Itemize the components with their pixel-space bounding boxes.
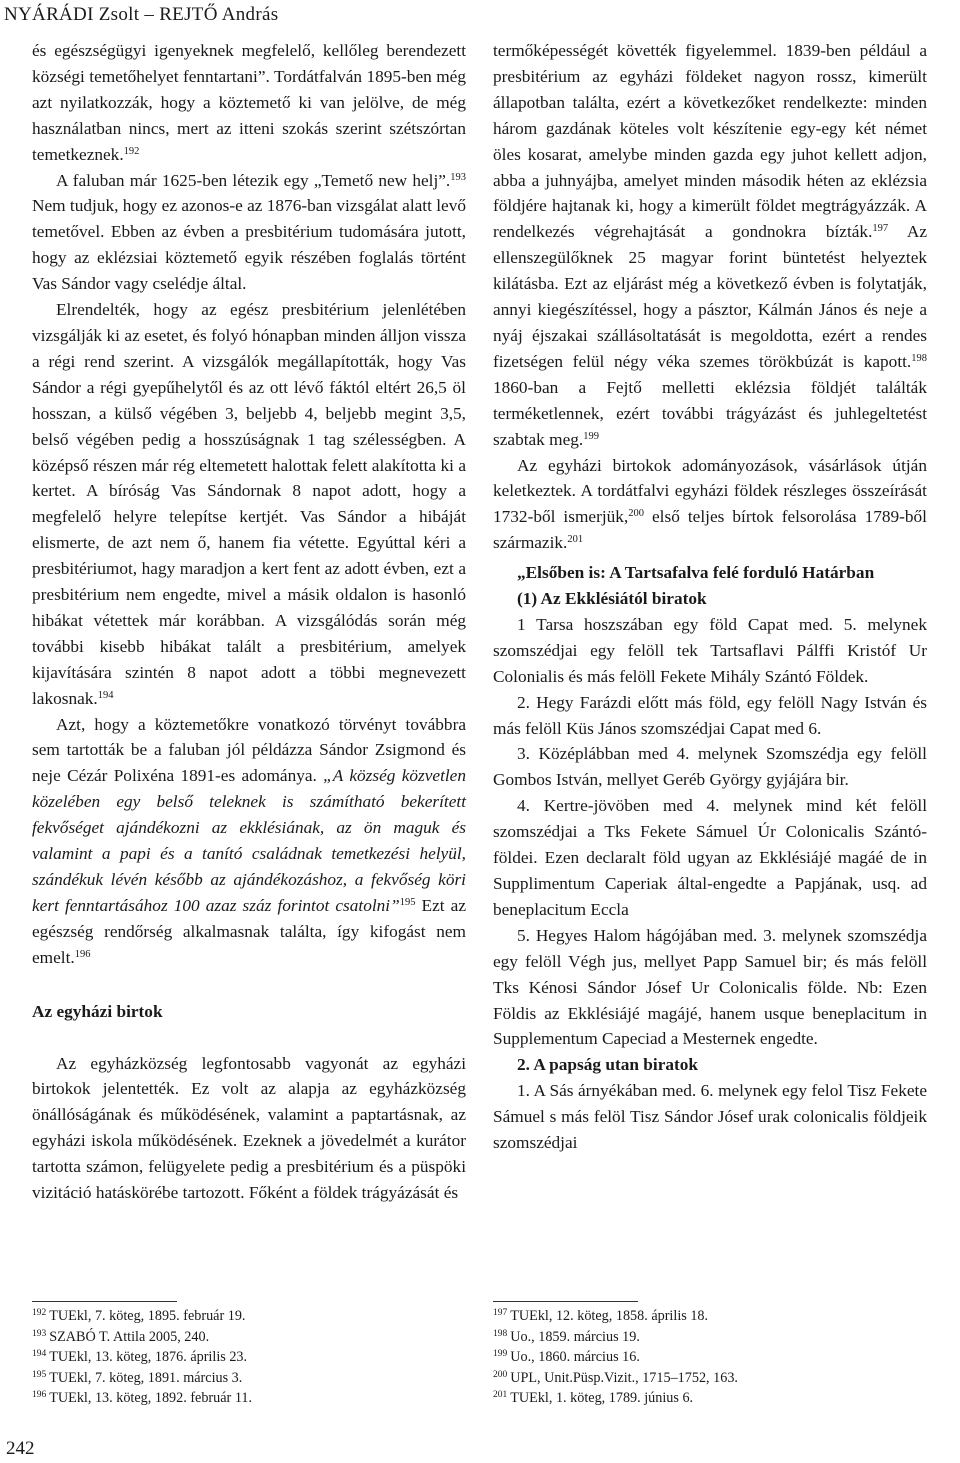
footnote: $^{194}$ TUEkl, 13. köteg, 1876. április 23. — [32, 1349, 248, 1365]
footnote: $^{195}$ TUEkl, 7. köteg, 1891. március 3. — [32, 1369, 243, 1386]
paragraph: A faluban már 1625-ben létezik egy „Temető new helj”.$^{193}$ Nem tudjuk, hogy ez azonos-e az 1876-ban vizsgálat alatt levő temetővel. Ebben az évben a presbitérium tudomására jutott, hogy az eklézsiai köztemető egyik részében foglalás történt Vas Sándor vagy cselédje által. — [32, 170, 466, 294]
paragraph: Elrendelték, hogy az egész presbitérium jelenlétében vizsgálják ki az esetet, és folyó hónapban minden álljon vissza a régi rend szerint. A vizsgálók megállapították, hogy Vas Sándor a régi gyepűhelytől és az ott lévő fáktól eltért 26,5 öl hosszan, a külső végében 3, beljebb 4, beljebb megint 3,5, belső végében pedig a hosszúságnak 1 tag szélességben. A középső részen már rég eltemetett halottak felett alakította ki a kertet. A bíróság Vas Sándornak 8 napot adott, hogy a megfelelő helyre telepítse kertjét. Vas Sándor a hibáját elismerte, de azt nem ő, hanem fia vétette. Egyúttal kéri a presbitériumot, hagy maradjon a kert fent az adott évben, ezt a presbitérium nem engedte, mivel a másik oldalon is hasonló hibákat vétettek már korábban. A vizsgálódás során még további kisebb hibákat talált a presbitérium, amelyek kijavítására szintén 8 napot adott a többi megnevezett lakosnak.$^{194}$ — [32, 300, 466, 708]
running-head: NYÁRÁDI Zsolt – REJTŐ András — [4, 4, 279, 25]
list-item: 4. Kertre-jövöben med 4. melynek mind két felöll szomszédjai a Tks Fekete Sámuel Úr Colonicalis Szántó-földei. Ezen declaralt föld ugyan az Ekklésiájé magáé de in Supplimentum Caperiak által-engedte a Papjának, usq. ad beneplacitum Eccla — [493, 796, 927, 919]
paragraph: Az egyházi birtokok adományozások, vásárlások útján keletkeztek. A tordátfalvi egyházi földek részleges összeírását 1732-ből ismerjük,$^{200}$ első teljes bírtok felsorolása 1789-ből származik.$^{201}$ — [493, 455, 927, 553]
quotation: „A község közvetlen közelében egy belső teleknek is számítható bekerített fekvőséget ajándékozni az ekklésiának, az ön maguk és valamint a papi és a tanító családnak temetkezési helyül, szándékuk lévén később az ajándékozáshoz, a fekvőség köri kert fenntartásához 100 azaz száz forintot csatolni” — [32, 766, 466, 915]
footnote: $^{196}$ TUEkl, 13. köteg, 1892. február 11. — [32, 1390, 253, 1406]
right-column — [493, 38, 927, 1156]
footnote-rule — [32, 1301, 177, 1302]
page-number: 242 — [6, 1438, 35, 1459]
paragraph: Az egyházközség legfontosabb vagyonát az egyházi birtokok jelentették. Ez volt az alapja az egyházközség önállóságának és működésének, valamint a paptartásnak, az egyházi iskola működésének. Ezeknek a jövedelmét a kurátor tartotta számon, felügyelete pedig a presbitérium és a püspöki vizitáció hatáskörébe tartozott. Főként a földek trágyázását és — [32, 1053, 466, 1203]
footnote-ref[interactable]: 199 — [583, 430, 599, 442]
document-subsection-title: 2. A papság utan biratok — [517, 1055, 699, 1075]
footnote-ref[interactable]: 197 — [872, 223, 889, 235]
footnote-ref[interactable]: 195 — [399, 896, 416, 908]
footnote: $^{200}$ UPL, Unit.Püsp.Vizit., 1715–1752, 163. — [493, 1369, 738, 1386]
footnote: $^{199}$ Uo., 1860. március 16. — [493, 1349, 640, 1365]
footnote: $^{192}$ TUEkl, 7. köteg, 1895. február 19. — [32, 1308, 246, 1324]
footnotes-left — [32, 1306, 466, 1409]
footnote-ref[interactable]: 201 — [567, 534, 584, 546]
footnote: $^{198}$ Uo., 1859. március 19. — [493, 1328, 640, 1345]
left-column — [32, 38, 466, 1206]
footnote-ref[interactable]: 193 — [450, 171, 466, 183]
list-item: 3. Középlábban med 4. melynek Szomszédja egy felöll Gombos István, mellyet Geréb György gyjájára bir. — [493, 744, 927, 790]
document-section-title: „Elsőben is: A Tartsafalva felé forduló Határban — [517, 563, 875, 583]
list-item: 1. A Sás árnyékában med. 6. melynek egy felol Tisz Fekete Sámuel s más felöl Tisz Sándor Jósef urak colonicalis földjeik szomszédjai — [493, 1081, 927, 1153]
footnote-ref[interactable]: 194 — [97, 689, 114, 701]
footnote-ref[interactable]: 192 — [123, 145, 140, 157]
footnote-rule — [493, 1301, 638, 1302]
list-item: 5. Hegyes Halom hágójában med. 3. melynek szomszédja egy felöll Végh jus, mellyet Papp Samuel bir; és más felöll Tks Kénosi Sándor Jósef Ur Colonicalis földe. Nb: Ezen Földis az Ekklésiájé magájé, hanem usque beneplacitum in Supplementum Capeciad a Mesternek engedte. — [493, 925, 927, 1049]
footnote-ref[interactable]: 198 — [911, 352, 927, 364]
section-heading: Az egyházi birtok — [32, 1001, 163, 1021]
footnote: $^{197}$ TUEkl, 12. köteg, 1858. április 18. — [493, 1308, 709, 1324]
paragraph: termőképességét követték figyelemmel. 1839-ben például a presbitérium az egyházi földeket nagyon rossz, kimerült állapotban találta, ezért a következőket rendelkezte: minden három gazdának köteles volt készítenie egy-egy két német öles kosarat, amelybe minden gazda egy juhot kellett adjon, abba a juhnyájba, amelyet minden második héten az eklézsia földjére hajtanak ki, hogy a kimerült földet megtrágyázzák. A rendelkezés végrehajtását a gondnokra bízták.$^{197}$ Az ellenszegülőknek 25 magyar forint büntetést helyeztek kilátásba. Ezt az eljárást még a következő évben is folytatják, annyi kiegészítéssel, hogy a pásztor, Kálmán János és neje a nyáj éjszakai szállásoltatását is megoldotta, ezért a rendes fizetségen felül négy véka szemes törökbúzát is kapott.$^{198}$ 1860-ban a Fejtő melletti eklézsia földjét találták terméketlennek, ezért további trágyázást és juhlegeltetést szabtak meg.$^{199}$ — [493, 41, 927, 449]
paragraph: és egészségügyi igenyeknek megfelelő, kellőleg berendezett községi temetőhelyet fenntartani”. Tordátfalván 1895-ben még azt nyilatkozzák, hogy a köztemető ki van jelölve, de még használatban nincs, mert az itteni szokás szerint szétszórtan temetkeznek.$^{192}$ — [32, 41, 466, 164]
footnote: $^{193}$ SZABÓ T. Attila 2005, 240. — [32, 1328, 210, 1345]
list-item: 2. Hegy Farázdi előtt más föld, egy felöll Nagy István és más felöll Küs János szomszédjai Capat med 6. — [493, 692, 927, 738]
document-subsection-title: (1) Az Ekklésiától biratok — [517, 589, 707, 609]
footnote: $^{201}$ TUEkl, 1. köteg, 1789. június 6. — [493, 1390, 694, 1406]
paragraph: Azt, hogy a köztemetőkre vonatkozó törvényt továbbra sem tartották be a faluban jól példázza Sándor Zsigmond és neje Cézár Polixéna 1891-es adománya. „A község közvetlen közelében egy belső teleknek is számítható bekerített fekvőséget ajándékozni az ekklésiának, az ön maguk és valamint a papi és a tanító családnak temetkezési helyül, szándékuk lévén később az ajándékozáshoz, a fekvőség köri kert fenntartásához 100 azaz száz forintot csatolni”$^{195}$ Ezt az egészség rendőrség alkalmasnak találta, így kifogást nem emelt.$^{196}$ — [32, 714, 466, 967]
footnotes-right — [493, 1306, 927, 1409]
footnote-ref[interactable]: 196 — [74, 948, 91, 960]
list-item: 1 Tarsa hoszszában egy föld Capat med. 5. melynek szomszédjai egy felöll tek Tartsaflavi Pálffi Kristóf Ur Colonialis és más felöll Fekete Mihály Szántó Földek. — [493, 614, 927, 686]
footnote-ref[interactable]: 200 — [628, 508, 644, 520]
